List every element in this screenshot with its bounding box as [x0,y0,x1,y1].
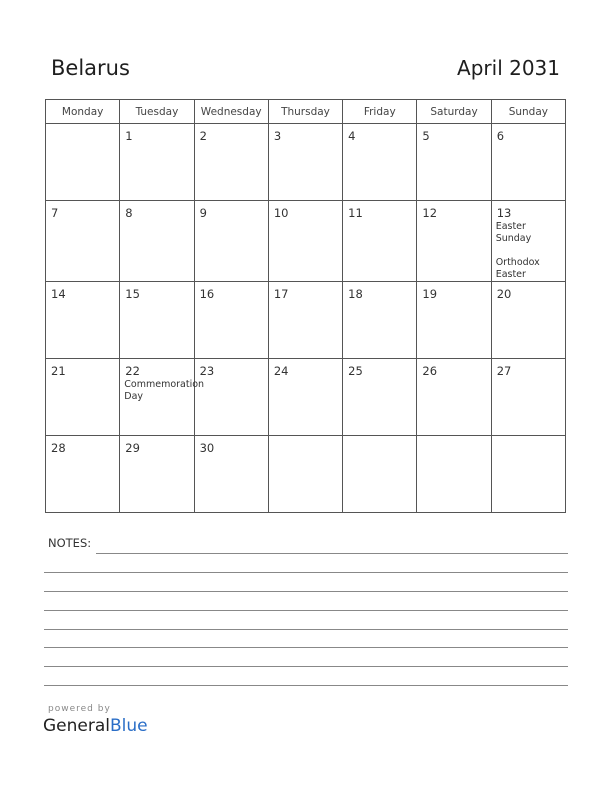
powered-by-text: powered by [48,704,111,714]
notes-line [96,553,568,554]
day-number: 25 [348,364,363,378]
notes-line [44,610,568,611]
day-number: 24 [273,364,289,378]
notes-line [44,572,568,573]
day-cell [491,436,565,513]
day-number: 11 [348,206,363,220]
day-cell [417,124,491,201]
day-cell [194,282,268,359]
day-number: 8 [125,206,133,220]
day-number: 16 [199,287,215,301]
weekday-header: Thursday [268,100,342,124]
day-cell [491,359,565,436]
day-number: 3 [273,129,282,143]
day-cell [491,201,565,282]
week-row [46,436,566,513]
week-row [46,359,566,436]
day-number: 15 [125,287,140,301]
day-cell [268,436,342,513]
day-number: 22 [125,364,140,378]
notes-line [44,647,568,648]
week-row [46,201,566,282]
day-number: 18 [348,287,363,301]
day-number: 10 [273,206,289,220]
day-number: 6 [496,129,505,143]
day-number: 1 [125,129,133,143]
month-title: April 2031 [457,56,560,80]
day-cell [491,282,565,359]
day-cell [417,201,491,282]
week-row [46,124,566,201]
weekday-header-row [46,100,566,124]
day-number: 13 [496,206,512,220]
logo-text-blue: Blue [110,716,148,736]
day-number: 7 [51,206,59,220]
notes-label: NOTES: [48,536,92,550]
country-title: Belarus [51,56,130,80]
generalblue-logo[interactable] [43,716,148,736]
weekday-header: Wednesday [194,100,268,124]
day-cell [46,124,120,201]
day-number: 4 [348,129,356,143]
day-number: 5 [422,129,430,143]
weekday-header: Monday [46,100,120,124]
day-number: 28 [51,441,66,455]
weekday-header: Friday [343,100,417,124]
notes-line [44,685,568,686]
weekday-header: Tuesday [120,100,194,124]
day-cell [46,436,120,513]
day-number: 14 [51,287,66,301]
day-cell [417,282,491,359]
day-cell [120,124,194,201]
holiday-label: Easter Sunday [495,221,532,244]
day-cell [417,359,491,436]
day-number: 29 [125,441,140,455]
day-cell [194,124,268,201]
day-cell [268,282,342,359]
day-cell [491,124,565,201]
day-number: 30 [199,441,215,455]
day-number: 2 [199,129,207,143]
day-cell [268,359,342,436]
day-cell [343,124,417,201]
day-number: 12 [422,206,438,220]
day-cell [120,201,194,282]
notes-line [44,591,568,592]
holiday-label: Orthodox Easter [495,257,540,280]
calendar-grid [45,99,566,513]
day-number: 17 [273,287,289,301]
day-cell [268,124,342,201]
holiday-label: Commemoration Day [124,379,205,402]
day-cell [46,282,120,359]
weekday-header: Sunday [491,100,565,124]
day-cell [120,359,205,436]
day-number: 9 [199,206,207,220]
day-cell [194,436,268,513]
day-number: 20 [496,287,512,301]
day-number: 19 [422,287,438,301]
week-row [46,282,566,359]
day-number: 27 [496,364,512,378]
day-cell [46,359,120,436]
day-number: 26 [422,364,438,378]
day-cell [46,201,120,282]
notes-line [44,666,568,667]
day-cell [343,359,417,436]
day-cell [120,282,194,359]
weekday-header: Saturday [417,100,491,124]
notes-line [44,629,568,630]
day-cell [417,436,491,513]
logo-text-general: General [43,716,110,736]
day-cell [194,201,268,282]
day-cell [268,201,342,282]
day-cell [120,436,194,513]
day-cell [194,359,268,436]
day-number: 23 [199,364,215,378]
day-cell [343,282,417,359]
day-number: 21 [51,364,66,378]
day-cell [343,201,417,282]
day-cell [343,436,417,513]
